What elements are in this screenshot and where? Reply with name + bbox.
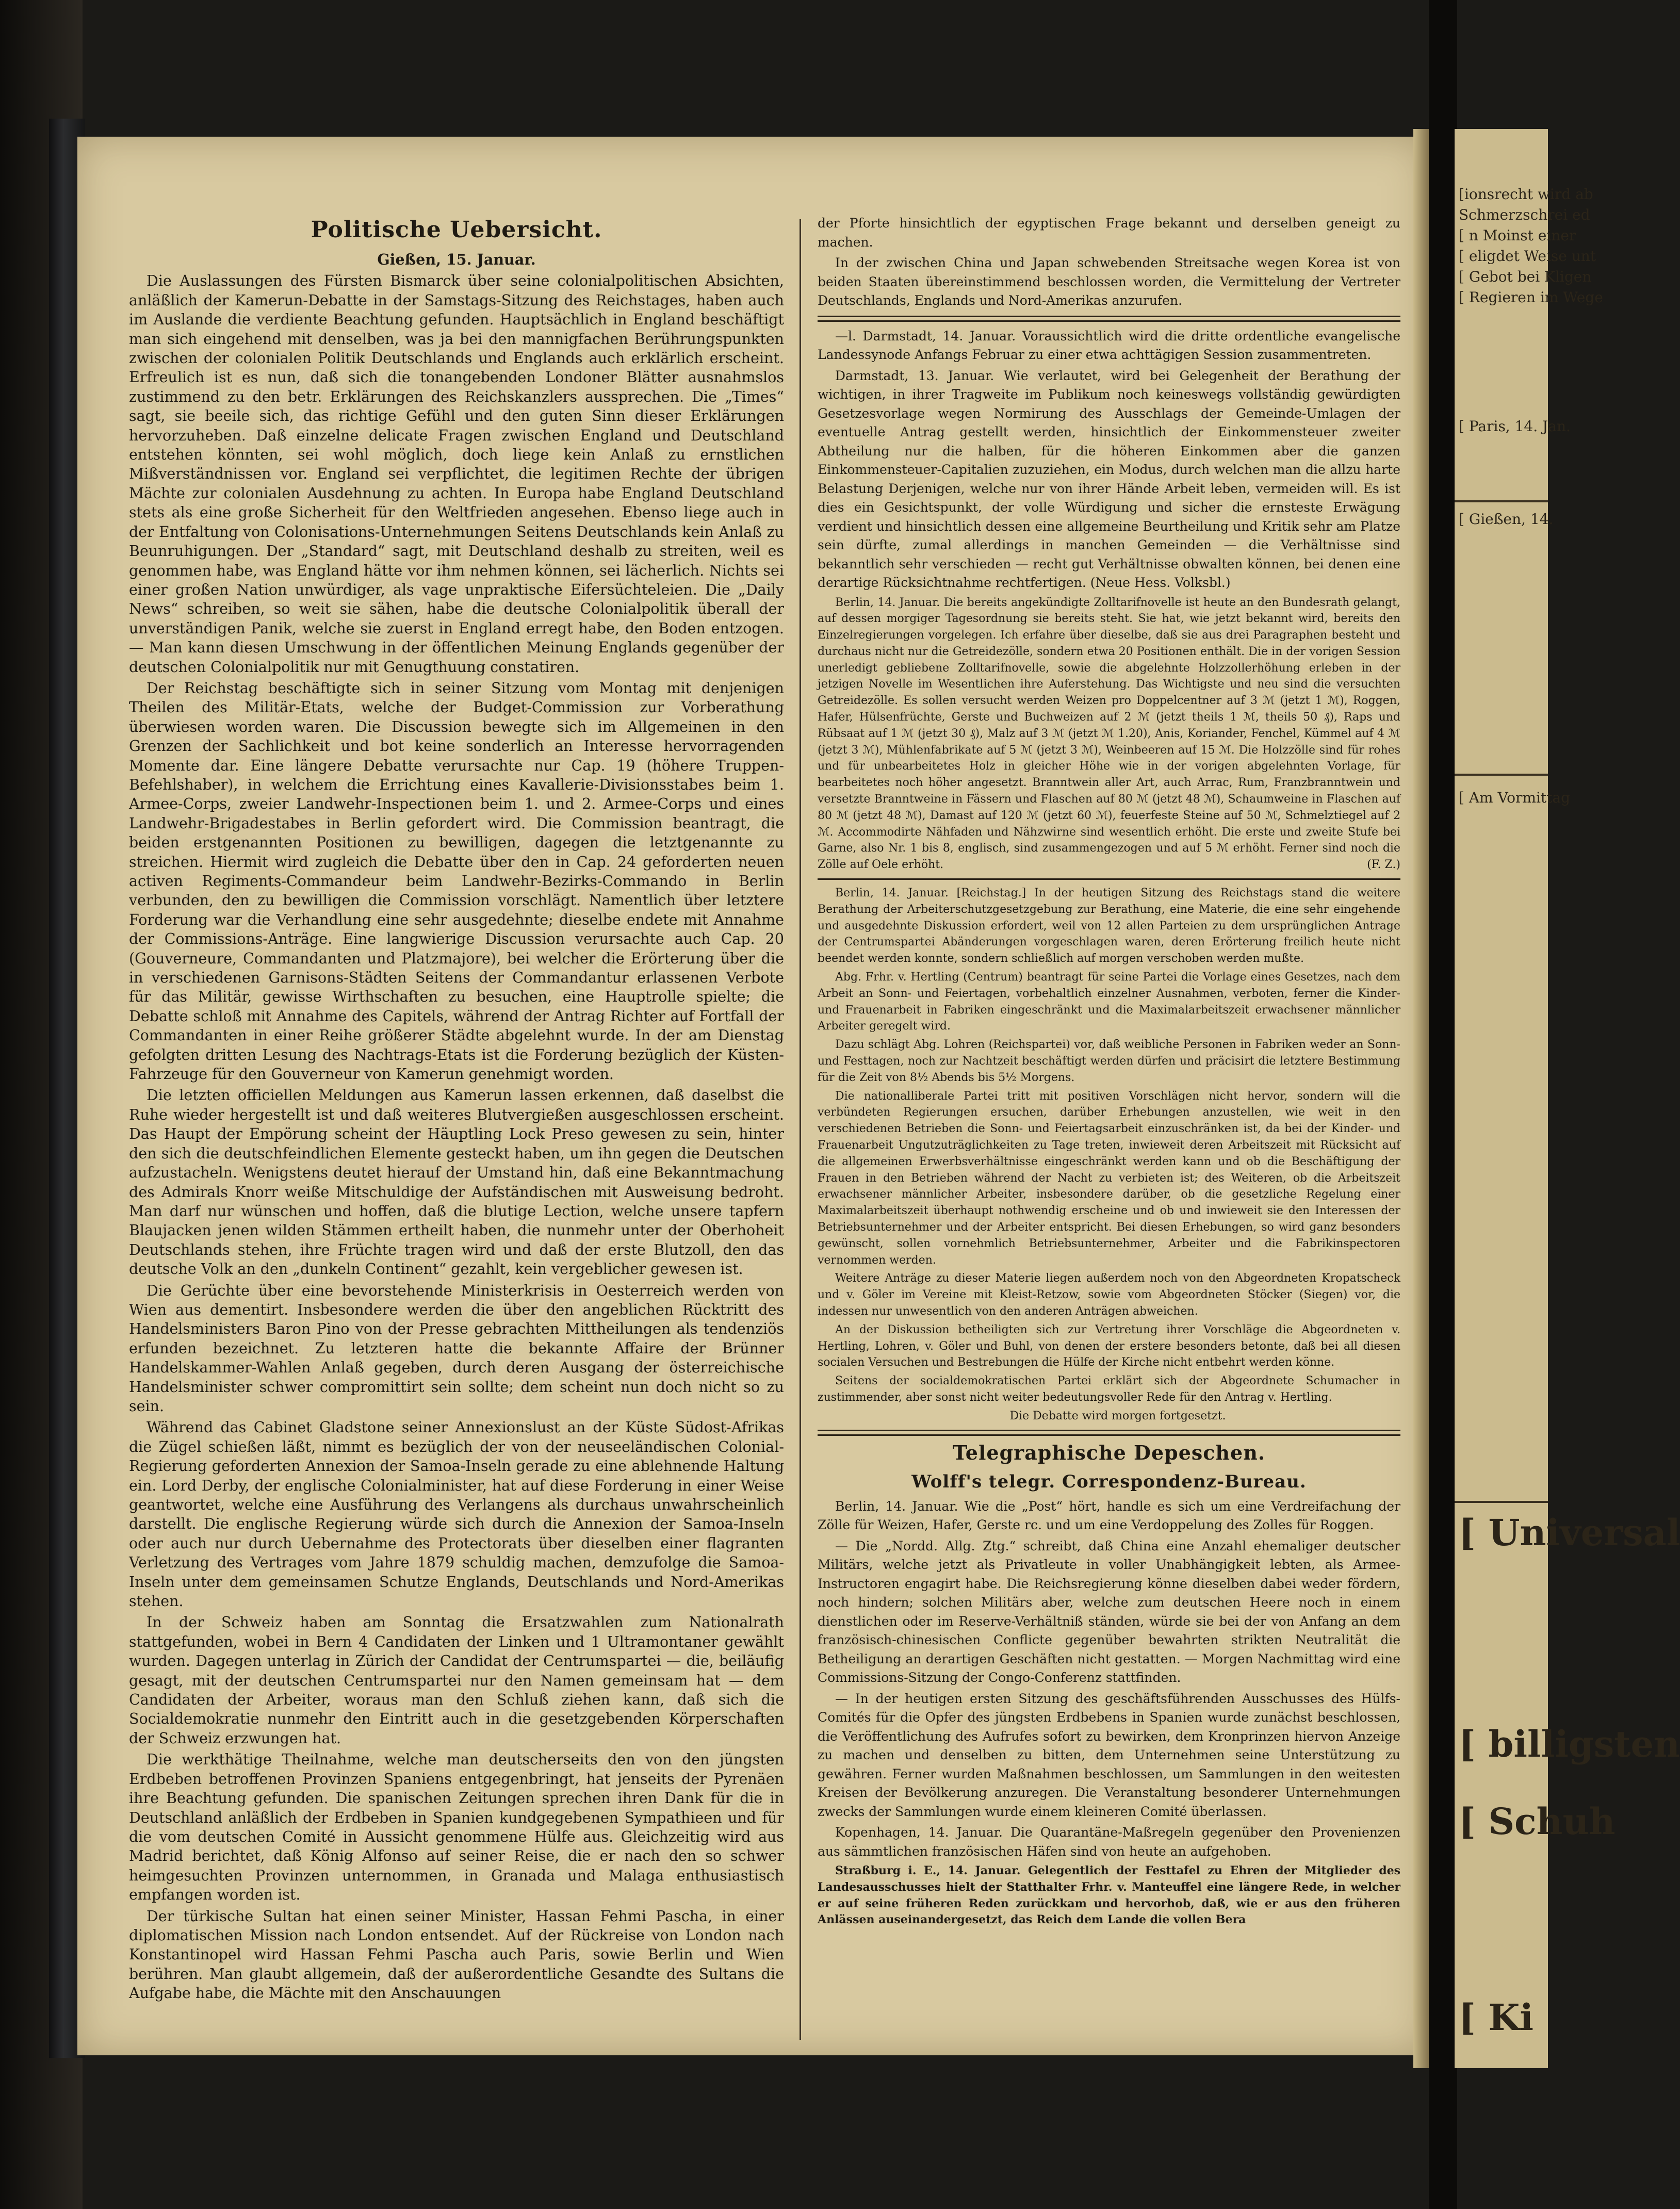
right-column: [818, 214, 1400, 1930]
article-paragraph: Der Reichstag beschäftigte sich in seiner Sitzung vom Montag mit denjenigen Theilen des Militär-Etats, welche der Budget-Commission zur Vorberathung überwiesen worden waren. Die Discussion bewegte sich im Allgemeinen in den Grenzen der Sachlichkeit und bot keine sonderlich an Interesse hervorragenden Momente dar. Eine längere Debatte verursachte nur Cap. 19 (höhere Truppen-Befehlshaber), in welchem die Errichtung eines Kavallerie-Divisionsstabes beim 1. Armee-Corps, zweier Landwehr-Inspectionen beim 1. und 2. Armee-Corps und eines Landwehr-Brigadestabes in Berlin gefordert wird. Die Commission beantragt, die beiden erstgenannten Positionen zu bewilligen, dagegen die letztgenannte zu streichen. Hiermit wird zugleich die Debatte über den in Cap. 24 geforderten neuen activen Regiments-Commandeur beim Landwehr-Bezirks-Commando in Berlin verbunden, den zu bewilligen die Commission vorschlägt. Namentlich über letztere Forderung war die Verhandlung eine sehr ausgedehnte; dieselbe endete mit Annahme der Commissions-Anträge. Eine langwierige Discussion verursachte auch Cap. 20 (Gouverneure, Commandanten und Platzmajore), bei welcher die Erörterung über die in verschiedenen Garnisons-Städten Seitens der Commandantur erlassenen Verbote für das Militär, gewisse Wirthschaften zu besuchen, eine Hauptrolle spielte; die Debatte schloß mit Annahme des Capitels, während der Antrag Richter auf Fortfall der Commandanten in einer Reihe größerer Städte abgelehnt wurde. In der am Dienstag gefolgten dritten Lesung des Nachtrags-Etats ist die Forderung bezüglich der Küsten-Fahrzeuge für den Gouverneur von Kamerun genehmigt worden.: [129, 679, 784, 1083]
column-divider: [800, 219, 801, 2040]
article-paragraph: Die letzten officiellen Meldungen aus Kamerun lassen erkennen, daß daselbst die Ruhe wieder hergestellt ist und daß weiteres Blutvergießen ausgeschlossen erscheint. Das Haupt der Empörung scheint der Häuptling Lock Preso gewesen zu sein, hinter den sich die deutschfeindlichen Elemente gesteckt haben, um ihn gegen die Deutschen aufzustacheln. Wenigstens deutet hierauf der Umstand hin, daß eine Bekanntmachung des Admirals Knorr weiße Mitschuldige der Aufständischen mit Ausweisung bedroht. Man darf nur wünschen und hoffen, daß die blutige Lection, welche unsere tapfern Blaujacken jenen wilden Stämmen ertheilt haben, die nunmehr unter der Oberhoheit Deutschlands stehen, ihre Früchte tragen wird und daß der erste Blutzoll, den das deutsche Volk an den „dunkeln Continent“ gezahlt, kein vergeblicher gewesen ist.: [129, 1087, 784, 1278]
news-item: Abg. Frhr. v. Hertling (Centrum) beantragt für seine Partei die Vorlage eines Gesetzes, nach dem Arbeit an Sonn- und Feiertagen, vorbehaltlich einzelner Ausnahmen, verboten, ferner die Kinder- und Frauenarbeit in Fabriken eingeschränkt und die Maximalarbeitszeit erwachsener männlicher Arbeiter geregelt wird.: [818, 971, 1400, 1033]
next-page-rule: [1455, 500, 1548, 502]
news-item: Die nationalliberale Partei tritt mit positiven Vorschlägen nicht hervor, sondern will die verbündeten Regierungen ersuchen, darüber Erhebungen anzustellen, wie weit in den verschiedenen Betrieben die Sonn- und Feiertagsarbeit einzuschränken ist, da bei der Kinder- und Frauenarbeit Ungutzuträglichkeiten zu Tage treten, inwieweit deren Arbeitszeit mit Rücksicht auf die allgemeinen Erwerbsverhältnisse eingeschränkt werden kann und ob die Beschäftigung der Frauen in den Betrieben während der Nacht zu verbieten ist; des Weiteren, ob die Arbeitszeit erwachsener männlicher Arbeiter, insbesondere darüber, ob die gesetzliche Regelung einer Maximalarbeitszeit überhaupt nothwendig erscheine und ob und inwieweit sie den Interessen der Betriebsunternehmer und der Arbeiter entspricht. Bei diesen Erhebungen, so wird ganz besonders gewünscht, sollen vornehmlich Betriebsunternehmer, Arbeiter und die Fabrikinspectoren vernommen werden.: [818, 1089, 1400, 1267]
news-item: An der Diskussion betheiligten sich zur Vertretung ihrer Vorschläge die Abgeordneten v. Hertling, Lohren, v. Göler und Buhl, von denen der erstere besonders betonte, daß bei all diesen socialen Versuchen und Bestrebungen die Hülfe der Kirche nicht entbehrt werden könne.: [818, 1323, 1400, 1369]
article-paragraph: Die werkthätige Theilnahme, welche man deutscherseits den von den jüngsten Erdbeben betroffenen Provinzen Spaniens entgegenbringt, hat jenseits der Pyrenäen ihre Beachtung gefunden. Die spanischen Zeitungen sprechen ihren Dank für die in Deutschland anläßlich der Erdbeben in Spanien kundgegebenen Sympathieen und für die vom deutschen Comité in Aussicht genommene Hülfe aus. Gleichzeitig wird aus Madrid berichtet, daß König Alfonso auf seiner Reise, die er nach den so schwer heimgesuchten Provinzen unternommen, in Granada und Malaga enthusiastisch empfangen worden ist.: [129, 1751, 784, 1904]
next-page-line: [ Gießen, 14.: [1459, 511, 1554, 528]
next-page-line: [ Schuh: [1459, 1800, 1616, 1843]
news-item: Die Debatte wird morgen fortgesetzt.: [1009, 1409, 1226, 1422]
next-page-rule: [1455, 774, 1548, 776]
article-paragraph: Die Auslassungen des Fürsten Bismarck über seine colonialpolitischen Absichten, anläßlich der Kamerun-Debatte in der Samstags-Sitzung des Reichstages, haben auch im Auslande die verdiente Beachtung gefunden. Hauptsächlich in England beschäftigt man sich eingehend mit denselben, was ja bei den mannigfachen Berührungspunkten zwischen der colonialen Politik Deutschlands und Englands auch erklärlich erscheint. Erfreulich ist es nun, daß sich die tonangebenden Londoner Blätter ausnahmslos zustimmend zu den betr. Erklärungen des Reichskanzlers aussprechen. Die „Times“ sagt, sie beeile sich, das richtige Gefühl und den guten Sinn dieser Erklärungen hervorzuheben. Daß einzelne delicate Fragen zwischen England und Deutschland entstehen könnten, sei wohl möglich, doch liege kein Anlaß zu ernstlichen Mißverständnissen vor. England sei verpflichtet, die legitimen Rechte der übrigen Mächte zur colonialen Ausdehnung zu achten. In Europa habe England Deutschland stets als eine große Sicherheit für den Weltfrieden angesehen. Ebenso liege auch in der Entfaltung von Colonisations-Unternehmungen Seitens Deutschlands kein Anlaß zu Beunruhigungen. Der „Standard“ sagt, mit Deutschland deshalb zu streiten, weil es genommen habe, was England hätte vor ihm nehmen können, sei lächerlich. Nichts sei einer großen Nation unwürdiger, als vage unpraktische Eifersüchteleien. Die „Daily News“ schreiben, so weit sie sähen, habe die deutsche Colonialpolitik überall der unverständigen Panik, welche sie zuerst in England erregt habe, den Boden entzogen. — Man kann diesen Umschwung in der öffentlichen Meinung Englands gegenüber der deutschen Colonialpolitik nur mit Genugthuung constatiren.: [129, 272, 784, 676]
news-item: Straßburg i. E., 14. Januar. Gelegentlich der Festtafel zu Ehren der Mitglieder des Landesausschusses hielt der Statthalter Frhr. v. Manteuffel eine längere Rede, in welcher er auf seine früheren Reden zurückkam und hervorhob, daß, wie er aus den früheren Anlässen auseinandergesetzt, das Reich dem Lande die vollen Bera: [818, 1864, 1400, 1927]
next-page-line: [ Regieren im Wege: [1459, 289, 1603, 306]
section-rule: [818, 878, 1400, 880]
next-page-line: [ n Moinst einer: [1459, 227, 1576, 244]
article-paragraph: der Pforte hinsichtlich der egyptischen Frage bekannt und derselben geneigt zu machen.: [818, 216, 1400, 250]
next-page-line: [ billigsten: [1459, 1723, 1680, 1765]
section-rule: [818, 316, 1400, 322]
next-page-line: [ionsrecht wird ab: [1459, 186, 1593, 203]
article-paragraph: In der zwischen China und Japan schwebenden Streitsache wegen Korea ist von beiden Staaten übereinstimmend beschlossen worden, die Vermittelung der Vertreter Deutschlands, Englands und Nord-Amerikas anzurufen.: [818, 255, 1400, 308]
news-item: —l. Darmstadt, 14. Januar. Voraussichtlich wird die dritte ordentliche evangelische Landessynode Anfangs Februar zu einer etwa achttägigen Session zusammentreten.: [818, 328, 1400, 362]
next-page-fragment: [1455, 129, 1680, 2068]
news-item: Darmstadt, 13. Januar. Wie verlautet, wird bei Gelegenheit der Berathung der wichtigen, in ihrer Tragweite im Publikum noch keineswegs vollständig gewürdigten Gesetzesvorlage wegen Normirung des Ausschlags der Gemeinde-Umlagen der eventuelle Antrag gestellt werden, hinsichtlich der Einkommensteuer zweiter Abtheilung nur die halben, für die höheren Einkommen aber die ganzen Einkommensteuer-Capitalien zuzuziehen, ein Modus, durch welchen man die allzu harte Belastung Derjenigen, welche nur von ihrer Hände Arbeit leben, vermeiden will. Es ist dies ein Gesichtspunkt, der volle Würdigung und sicher die ernsteste Erwägung verdient und hinsichtlich dessen eine allgemeine Beurtheilung und Kritik sehr am Platze sein dürfte, zumal allerdings in manchen Gemeinden — die Verhältnisse sind bekanntlich sehr verschieden — recht gut Verhältnisse obwalten können, bei denen eine derartige Rücksichtnahme rechtfertigen. (Neue Hess. Volksbl.): [818, 368, 1400, 590]
telegraph-subtitle: Wolff's telegr. Correspondenz-Bureau.: [911, 1471, 1307, 1492]
dateline: Gießen, 15. Januar.: [377, 251, 536, 268]
news-item: — In der heutigen ersten Sitzung des geschäftsführenden Ausschusses des Hülfs-Comités für die Opfer des jüngsten Erdbebens in Spanien wurde zunächst beschlossen, die Veröffentlichung des Aufrufes sofort zu bewirken, dem Kronprinzen hiervon Anzeige zu machen und denselben zu bitten, dem Unternehmen seine Unterstützung zu gewähren. Ferner wurden Maßnahmen beschlossen, um Sammlungen in den weitesten Kreisen der Bevölkerung anzuregen. Die Veranstaltung besonderer Unternehmungen zwecks der Sammlungen wurde einem kleineren Comité überlassen.: [818, 1691, 1400, 1819]
next-page-line: [ eligdet Weise unt: [1459, 248, 1596, 265]
news-item: Seitens der socialdemokratischen Partei erklärt sich der Abgeordnete Schumacher in zustimmender, aber sonst nicht weiter bedeutungsvoller Rede für den Antrag v. Hertling.: [818, 1375, 1400, 1404]
next-page-rule: [1455, 1501, 1548, 1503]
next-page-line: [ Ki: [1459, 1996, 1534, 2039]
telegraph-title: Telegraphische Depeschen.: [952, 1441, 1266, 1464]
article-paragraph: Der türkische Sultan hat einen seiner Minister, Hassan Fehmi Pascha, in einer diplomatischen Mission nach London entsendet. Auf der Rückreise von London nach Konstantinopel wird Hassan Fehmi Pascha auch Paris, sowie Berlin und Wien berühren. Man glaubt allgemein, daß der außerordentliche Gesandte des Sultans die Aufgabe habe, die Mächte mit den Anschauungen: [129, 1907, 784, 2002]
section-title: Politische Uebersicht.: [311, 217, 602, 243]
article-paragraph: In der Schweiz haben am Sonntag die Ersatzwahlen zum Nationalrath stattgefunden, wobei in Bern 4 Candidaten der Linken und 1 Ultramontaner gewählt wurden. Dagegen unterlag in Zürich der Candidat der Centrumspartei — die, beiläufig gesagt, mit der deutschen Centrumspartei nur den Namen gemeinsam hat — dem Candidaten der Arbeiter, woraus man den Schluß ziehen kann, daß sich die Socialdemokratie nunmehr den Eintritt auch in die gesetzgebenden Körperschaften der Schweiz erzwungen hat.: [129, 1614, 784, 1747]
news-item: Berlin, 14. Januar. Wie die „Post“ hört, handle es sich um eine Verdreifachung der Zölle für Weizen, Hafer, Gerste rc. und um eine Verdoppelung des Zolles für Roggen.: [818, 1498, 1400, 1533]
next-page-line: [ Gebot bei Kligen: [1459, 268, 1592, 285]
next-page-line: Schmerzschrei ed: [1459, 206, 1590, 223]
article-paragraph: Während das Cabinet Gladstone seiner Annexionslust an der Küste Südost-Afrikas die Zügel schießen läßt, nimmt es bezüglich der von der neuseeländischen Colonial-Regierung geforderten Annexion der Samoa-Inseln gerade zu eine ablehnende Haltung ein. Lord Derby, der englische Colonialminister, hat auf diese Forderung in einer Weise geantwortet, welche eine Ausführung des Verlangens als durchaus unwahrscheinlich darstellt. Die englische Regierung würde sich durch die Annexion der Samoa-Inseln oder auch nur durch Uebernahme des Protectorats über dieselben einer flagranten Verletzung des Vertrages vom Jahre 1879 schuldig machen, demzufolge die Samoa-Inseln unter dem gemeinsamen Schutze Englands, Deutschlands und Nord-Amerikas stehen.: [129, 1419, 784, 1610]
source-signature: (F. Z.): [1367, 858, 1400, 872]
news-item: — Die „Nordd. Allg. Ztg.“ schreibt, daß China eine Anzahl ehemaliger deutscher Militärs, welche jetzt als Privatleute in voller Unabhängigkeit lebten, als Armee-Instructoren engagirt habe. Die Reichsregierung könne dieselben dabei weder fördern, noch hindern; solchen Militärs aber, welche zum deutschen Heere noch in einem dienstlichen oder im Reserve-Verhältniß ständen, würde sie bei der von Anfang an dem französisch-chinesischen Conflicte gegenüber bewahrten strikten Neutralität die Betheiligung an derartigen Geschäften nicht gestatten. — Morgen Nachmittag wird eine Commissions-Sitzung der Congo-Conferenz stattfinden.: [818, 1538, 1400, 1686]
news-item: Dazu schlägt Abg. Lohren (Reichspartei) vor, daß weibliche Personen in Fabriken weder an Sonn- und Festtagen, noch zur Nachtzeit beschäftigt werden dürfen und präcisirt die letztere Bestimmung für die Zeit von 8½ Abends bis 5½ Morgens.: [818, 1038, 1400, 1084]
next-page-line: [ Am Vormittag: [1459, 789, 1571, 806]
next-page-line: [ Paris, 14. Jan.: [1459, 418, 1571, 435]
article-paragraph: Die Gerüchte über eine bevorstehende Ministerkrisis in Oesterreich werden von Wien aus dementirt. Insbesondere werden die über den angeblichen Rücktritt des Handelsministers Baron Pino von der Presse gebrachten Mittheilungen als tendenziös erfunden bezeichnet. Zu letzteren hatte die bekannte Affaire der Brünner Handelskammer-Wahlen Anlaß gegeben, durch deren Ausgang der österreichische Handelsminister schwer compromittirt sein sollte; dem scheint nun doch nicht so zu sein.: [129, 1282, 784, 1415]
news-item: Berlin, 14. Januar. [Reichstag.] In der heutigen Sitzung des Reichstags stand die weitere Berathung der Arbeiterschutzgesetzgebung zur Berathung, eine Materie, die eine sehr eingehende und ausgedehnte Diskussion erfordert, weil von 12 allen Parteien zu dem ursprünglichen Antrage der Centrumspartei Abänderungen vorgeschlagen waren, deren Erörterung freilich heute nicht beendet werden konnte, sondern schließlich auf morgen verschoben werden mußte.: [818, 887, 1400, 966]
news-item: Weitere Anträge zu dieser Materie liegen außerdem noch von den Abgeordneten Kropatscheck und v. Göler im Vereine mit Kleist-Retzow, sowie vom Abgeordneten Stöcker (Siegen) vor, die indessen nur unwesentlich von den anderen Anträgen abweichen.: [818, 1272, 1400, 1318]
news-item: Kopenhagen, 14. Januar. Die Quarantäne-Maßregeln gegenüber den Provenienzen aus sämmtlichen französischen Häfen sind von heute an aufgehoben.: [818, 1825, 1400, 1859]
next-page-line: [ Universal: [1459, 1511, 1680, 1554]
book-gutter: [1429, 0, 1457, 2209]
news-item: [818, 595, 1400, 874]
left-column: [129, 211, 784, 2005]
section-rule: [818, 1430, 1400, 1436]
news-item-text: Berlin, 14. Januar. Die bereits angekündigte Zolltarifnovelle ist heute an den Bundesrath gelangt, auf dessen morgiger Tagesordnung sie bereits steht. Sie hat, wie jetzt bekannt wird, bereits den Einzelregierungen vorgelegen. Ich erfahre über dieselbe, daß sie aus drei Paragraphen besteht und durchaus nicht nur die Getreidezölle, sondern etwa 20 Positionen enthält. Die in der vorigen Session unerledigt gebliebene Zolltarifnovelle, sowie die abgelehnte Holzzollerhöhung erleben in der jetzigen Novelle im Wesentlichen ihre Auferstehung. Das Wichtigste und neu sind die versuchten Getreidezölle. Es sollen versucht werden Weizen pro Doppelcentner auf 3 ℳ (jetzt 1 ℳ), Roggen, Hafer, Hülsenfrüchte, Gerste und Buchweizen auf 2 ℳ (jetzt theils 1 ℳ, theils 50 ₰), Raps und Rübsaat auf 1 ℳ (jetzt 30 ₰), Malz auf 3 ℳ (jetzt ℳ 1.20), Anis, Koriander, Fenchel, Kümmel auf 4 ℳ (jetzt 3 ℳ), Mühlenfabrikate auf 5 ℳ (jetzt 3 ℳ), Weinbeeren auf 15 ℳ. Die Holzzölle sind für rohes und für unbearbeitetes Holz in gleicher Höhe wie in der vorigen abgelehnten Vorlage, für bearbeitetes noch höher angesetzt. Branntwein aller Art, auch Arrac, Rum, Franzbranntwein und versetzte Branntweine in Fässern und Flaschen auf 80 ℳ (jetzt 48 ℳ), Schaumweine in Flaschen auf 80 ℳ (jetzt 48 ℳ), Damast auf 120 ℳ (jetzt 60 ℳ), feuerfeste Steine auf 50 ℳ, Schmelztiegel auf 2 ℳ. Accommodirte Nähfaden und Nähzwirne sind wesentlich erhöht. Die erste und zweite Stufe bei Garne, also Nr. 1 bis 8, englisch, sind zusammengezogen und auf 5 ℳ erhöht. Ferner sind noch die Zölle auf Oele erhöht.: [818, 596, 1400, 872]
